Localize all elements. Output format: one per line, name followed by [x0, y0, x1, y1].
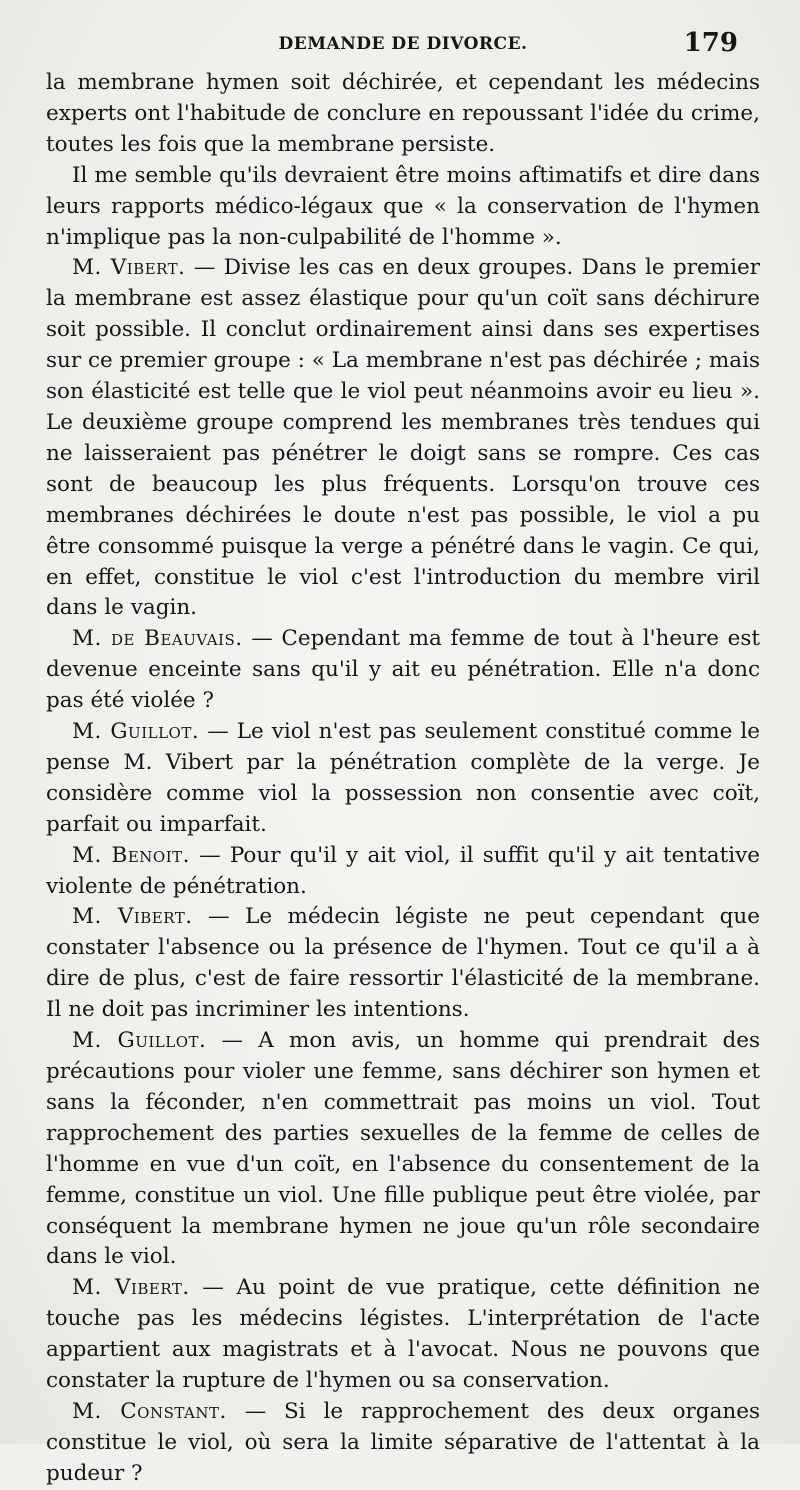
speaker-name: M. Benoit.: [72, 842, 190, 868]
speaker-name: M. Vibert.: [72, 904, 193, 930]
paragraph-text: — Le médecin légiste ne peut cependant que constater l'absence ou la présence de l'hymen. Tout ce qu'il a à dire de plus, c'est de faire ressortir l'élasticité de la membrane. Il ne doit pas incriminer les intentions.: [46, 904, 760, 1023]
speaker-name: M. Guillot.: [72, 719, 200, 745]
paragraph-text: — A mon avis, un homme qui prendrait des précautions pour violer une femme, sans déchirer son hymen et sans la féconder, n'en commettrait pas moins un viol. Tout rapprochement des parties sexuelles de la femme de celles de l'homme en vue d'un coït, en l'absence du consentement de la femme, constitue un viol. Une fille publique peut être violée, par conséquent la membrane hymen ne joue qu'un rôle secondaire dans le viol.: [46, 1028, 761, 1270]
paragraph-text: — Pour qu'il y ait viol, il suffit qu'il y ait tentative violente de pénétration.: [46, 842, 760, 899]
speaker-name: M. Constant.: [72, 1398, 227, 1424]
speaker-name: M. de Beauvais.: [72, 626, 243, 652]
paragraph-text: — Le viol n'est pas seulement constitué comme le pense M. Vibert par la pénétration complète de la verge. Je considère comme viol la possession non consentie avec coït, parfait ou imparfait.: [46, 719, 761, 837]
body-text: [46, 68, 760, 1490]
paragraph-text: Il me semble qu'ils devraient être moins aftimatifs et dire dans leurs rapports médico-légaux que « la conservation de l'hymen n'implique pas la non-culpabilité de l'homme ».: [46, 162, 760, 250]
paragraph-text: — Au point de vue pratique, cette définition ne touche pas les médecins légistes. L'interprétation de l'acte appartient aux magistrats et à l'avocat. Nous ne pouvons que constater la rupture de l'hymen ou sa conservation.: [46, 1275, 760, 1394]
speaker-name: M. Vibert.: [72, 255, 186, 281]
paragraph-vibert: [46, 902, 760, 1026]
paragraph-text: — Cependant ma femme de tout à l'heure est devenue enceinte sans qu'il y ait eu pénétration. Elle n'a donc pas été violée ?: [46, 626, 760, 714]
paragraph-de-beauvais: [46, 624, 760, 717]
speaker-name: M. Guillot.: [72, 1028, 207, 1054]
paragraph: [46, 161, 760, 254]
paragraph-benoit: [46, 841, 760, 903]
speaker-name: M. Vibert.: [72, 1275, 190, 1301]
paragraph-vibert: [46, 253, 760, 624]
paragraph-continuation: [46, 68, 760, 161]
paragraph-text: — Si le rapprochement des deux organes constitue le viol, où sera la limite séparative de l'attentat à la pudeur ?: [46, 1398, 760, 1486]
paragraph-guillot: [46, 717, 760, 841]
paragraph-text: — Divise les cas en deux groupes. Dans le premier la membrane est assez élastique pour qu'un coït sans déchirure soit possible. Il conclut ordinairement ainsi dans ses expertises sur ce premier groupe : « La membrane n'est pas déchirée ; mais son élasticité est telle que le viol peut néanmoins avoir eu lieu ». Le deuxième groupe comprend les membranes très tendues qui ne laisseraient pas pénétrer le doigt sans se rompre. Ces cas sont de beaucoup les plus fréquents. Lorsqu'on trouve ces membranes déchirées le doute n'est pas possible, le viol a pu être consommé puisque la verge a pénétré dans le vagin. Ce qui, en effet, constitue le viol c'est l'introduction du membre viril dans le vagin.: [46, 255, 760, 621]
paragraph-text: la membrane hymen soit déchirée, et cependant les médecins experts ont l'habitude de conclure en repoussant l'idée du crime, toutes les fois que la membrane persiste.: [46, 70, 760, 157]
page-number: 179: [683, 28, 738, 58]
running-header: [46, 26, 760, 66]
running-title: DEMANDE DE DIVORCE.: [278, 34, 528, 54]
paragraph-vibert: [46, 1273, 760, 1397]
paragraph-constant: [46, 1397, 760, 1490]
paragraph-guillot: [46, 1026, 760, 1273]
